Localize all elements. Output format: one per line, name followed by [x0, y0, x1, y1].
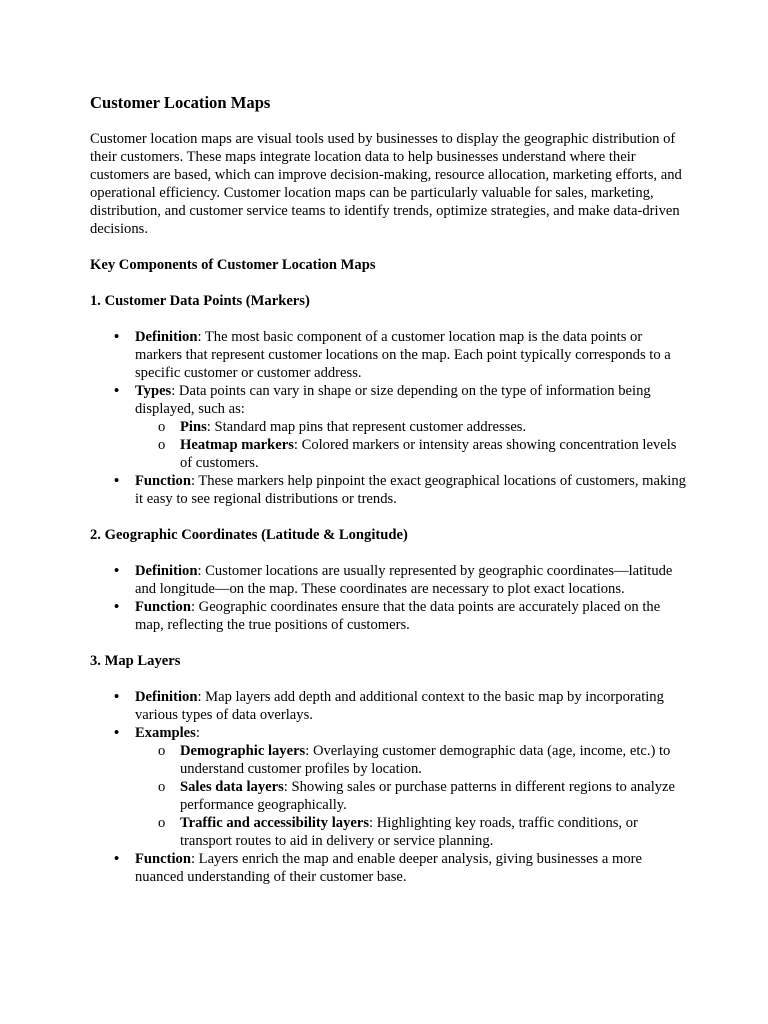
item-text: : These markers help pinpoint the exact geographical locations of customers, making it easy to see regional distributions or trends. — [135, 473, 686, 507]
item-term: Demographic layers — [180, 743, 306, 759]
item-text: : Customer locations are usually represented by geographic coordinates—latitude and longitude—on the map. These coordinates are necessary to plot exact locations. — [135, 563, 673, 597]
item-term: Function — [135, 473, 191, 489]
section-heading: 2. Geographic Coordinates (Latitude & Longitude) — [90, 527, 408, 543]
sub-list — [135, 418, 690, 472]
sub-list-item — [180, 778, 690, 814]
item-text: : The most basic component of a customer location map is the data points or markers that represent customer locations on the map. Each point typically corresponds to a specific customer or customer address. — [135, 329, 671, 381]
sub-list — [135, 742, 690, 850]
item-term: Traffic and accessibility layers — [180, 815, 370, 831]
list-item — [135, 382, 690, 472]
list-item — [135, 850, 690, 886]
item-term: Function — [135, 851, 191, 867]
item-text: : Colored markers or intensity areas showing concentration levels of customers. — [180, 437, 677, 471]
sub-list-item — [180, 742, 690, 778]
item-term: Examples — [135, 725, 196, 741]
bullet-list — [90, 328, 690, 508]
page-title: Customer Location Maps — [90, 93, 271, 112]
list-item — [135, 472, 690, 508]
sub-list-item — [180, 814, 690, 850]
item-term: Definition — [135, 689, 198, 705]
item-text: : Showing sales or purchase patterns in different regions to analyze performance geographically. — [180, 779, 675, 813]
item-term: Sales data layers — [180, 779, 284, 795]
item-text: : — [195, 725, 200, 741]
item-term: Heatmap markers — [180, 437, 294, 453]
item-text: : Highlighting key roads, traffic conditions, or transport routes to aid in delivery or service planning. — [180, 815, 638, 849]
item-text: : Geographic coordinates ensure that the data points are accurately placed on the map, reflecting the true positions of customers. — [135, 599, 661, 633]
list-item — [135, 562, 690, 598]
item-term: Pins — [180, 419, 207, 435]
bullet-list — [90, 688, 690, 886]
list-item — [135, 724, 690, 850]
item-text: : Standard map pins that represent customer addresses. — [206, 419, 527, 435]
list-item — [135, 688, 690, 724]
document-body — [90, 93, 690, 904]
intro-paragraph: Customer location maps are visual tools used by businesses to display the geographic distribution of their customers. These maps integrate location data to help businesses understand where their customers are based, which can improve decision-making, resource allocation, marketing efforts, and operational efficiency. Customer location maps can be particularly valuable for sales, marketing, distribution, and customer service teams to identify trends, optimize strategies, and make data-driven decisions. — [90, 131, 682, 237]
item-text: : Layers enrich the map and enable deeper analysis, giving businesses a more nuanced understanding of their customer base. — [135, 851, 642, 885]
list-item — [135, 598, 690, 634]
section-heading: 1. Customer Data Points (Markers) — [90, 293, 310, 309]
bullet-list — [90, 562, 690, 634]
section-heading: 3. Map Layers — [90, 653, 181, 669]
sub-list-item — [180, 436, 690, 472]
item-term: Definition — [135, 329, 198, 345]
item-term: Types — [135, 383, 172, 399]
sub-list-item — [180, 418, 690, 436]
key-components-heading: Key Components of Customer Location Maps — [90, 257, 376, 273]
item-term: Function — [135, 599, 191, 615]
item-term: Definition — [135, 563, 198, 579]
item-text: : Overlaying customer demographic data (age, income, etc.) to understand customer profiles by location. — [180, 743, 671, 777]
item-text: : Map layers add depth and additional context to the basic map by incorporating various types of data overlays. — [135, 689, 664, 723]
list-item — [135, 328, 690, 382]
item-text: : Data points can vary in shape or size depending on the type of information being displayed, such as: — [135, 383, 651, 417]
